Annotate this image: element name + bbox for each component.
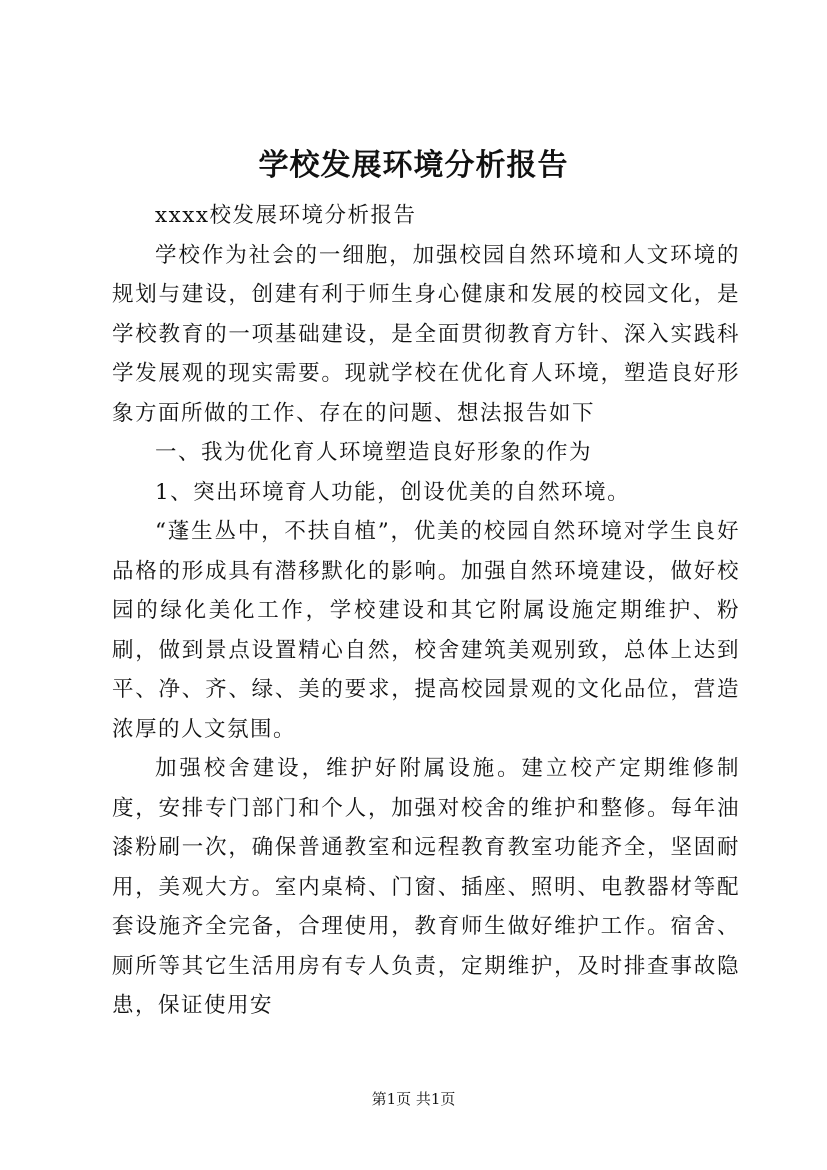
paragraph-natural-environment: “蓬生丛中，不扶自植”，优美的校园自然环境对学生良好品格的形成具有潜移默化的影响。加强自然环境建设，做好校园的绿化美化工作，学校建设和其它附属设施定期维护、粉刷，做到景点设置精心自然，校舍建筑美观别致，总体上达到平、净、齐、绿、美的要求，提高校园景观的文化品位，营造浓厚的人文氛围。 <box>112 519 740 742</box>
section-heading-1: 一、我为优化育人环境塑造良好形象的作为 <box>155 440 593 465</box>
document-title: 学校发展环境分析报告 <box>258 148 569 183</box>
page-footer: 第1页 共1页 <box>371 1090 456 1108</box>
subsection-heading-1: 1、突出环境育人功能，创设优美的自然环境。 <box>155 479 631 505</box>
paragraph-intro: 学校作为社会的一细胞，加强校园自然环境和人文环境的规划与建设，创建有利于师生身心健康和发展的校园文化，是学校教育的一项基础建设，是全面贯彻教育方针、深入实践科学发展观的现实需要。现就学校在优化育人环境，塑造良好形象方面所做的工作、存在的问题、想法报告如下 <box>112 242 740 426</box>
paragraph-facilities: 加强校舍建设，维护好附属设施。建立校产定期维修制度，安排专门部门和个人，加强对校舍的维护和整修。每年油漆粉刷一次，确保普通教室和远程教育教室功能齐全，坚固耐用，美观大方。室内桌椅、门窗、插座、照明、电教器材等配套设施齐全完备，合理使用，教育师生做好维护工作。宿舍、厕所等其它生活用房有专人负责，定期维护，及时排查事故隐患，保证使用安 <box>112 756 740 1018</box>
paragraph-subtitle: xxxx校发展环境分析报告 <box>155 203 417 228</box>
document-body <box>112 196 740 1026</box>
